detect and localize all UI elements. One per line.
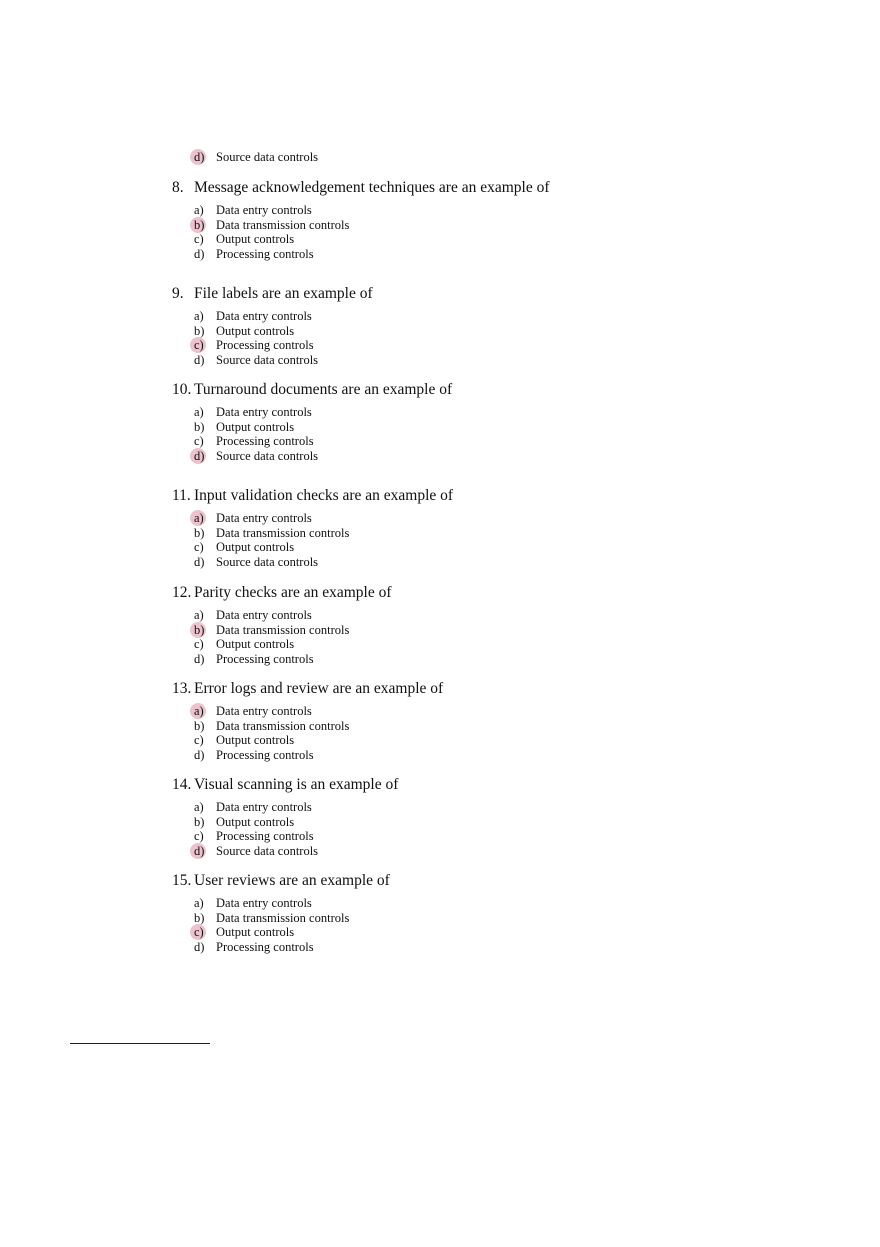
option-letter: b) [194, 718, 205, 733]
question-stem [172, 178, 550, 198]
question-stem [172, 583, 392, 603]
option-letter: b) [194, 814, 205, 829]
question-stem [172, 380, 452, 400]
question-9 [172, 284, 373, 367]
option-list [194, 309, 373, 367]
option-letter: d) [194, 554, 205, 569]
option-list [194, 896, 390, 954]
option-letter: b) [194, 218, 216, 233]
option-text: Output controls [216, 419, 295, 434]
option-text: Output controls [216, 925, 295, 939]
option-letter: d) [194, 844, 216, 859]
option-text: Processing controls [216, 338, 314, 352]
question-stem [172, 679, 443, 699]
question-text: User reviews are an example of [194, 872, 390, 889]
question-15 [172, 871, 390, 954]
footnote-divider [70, 1043, 210, 1044]
option-letter: a) [194, 405, 204, 419]
option-letter: b) [194, 323, 205, 338]
option-letter: c) [194, 925, 216, 940]
question-number: 8. [172, 179, 184, 196]
option-text: Source data controls [216, 843, 319, 858]
question-11 [172, 486, 453, 569]
question-text: Error logs and review are an example of [194, 680, 444, 697]
option-item [194, 449, 452, 464]
question-number: 9. [172, 285, 184, 302]
question-text: Parity checks are an example of [194, 584, 392, 601]
option-item [194, 637, 392, 652]
option-letter: b) [194, 623, 216, 638]
option-item [194, 150, 318, 165]
option-text: Source data controls [216, 150, 319, 164]
option-item [194, 844, 398, 859]
option-list [194, 511, 453, 569]
option-item [194, 353, 373, 368]
option-letter: c) [194, 733, 204, 747]
option-text: Output controls [216, 540, 295, 554]
option-letter: a) [194, 309, 204, 323]
option-text: Processing controls [216, 651, 314, 666]
option-text: Processing controls [216, 829, 314, 843]
option-letter: d) [194, 651, 205, 666]
option-letter: d) [194, 352, 205, 367]
option-letter: d) [194, 246, 205, 261]
option-item [194, 623, 392, 638]
option-text: Data entry controls [216, 309, 312, 323]
option-text: Data entry controls [216, 405, 312, 419]
option-text: Data entry controls [216, 704, 312, 718]
carryover-option [194, 150, 318, 165]
option-letter: a) [194, 896, 204, 910]
option-text: Processing controls [216, 939, 314, 954]
question-number: 14. [172, 776, 192, 793]
option-letter: a) [194, 203, 204, 217]
option-item [194, 652, 392, 667]
option-text: Source data controls [216, 352, 319, 367]
option-letter: c) [194, 540, 204, 554]
question-stem [172, 871, 390, 891]
option-letter: d) [194, 449, 216, 464]
option-text: Data transmission controls [216, 718, 350, 733]
option-letter: b) [194, 419, 205, 434]
question-text: Turnaround documents are an example of [194, 381, 453, 398]
option-text: Data entry controls [216, 608, 312, 622]
option-text: Output controls [216, 637, 295, 651]
option-text: Data transmission controls [216, 622, 350, 637]
option-item [194, 232, 550, 247]
option-item [194, 247, 550, 262]
question-text: Input validation checks are an example of [194, 487, 454, 504]
question-stem [172, 486, 453, 506]
option-item [194, 748, 443, 763]
option-item [194, 940, 390, 955]
option-item [194, 511, 453, 526]
option-item [194, 434, 452, 449]
option-item [194, 800, 398, 815]
option-list [194, 800, 398, 858]
question-stem [172, 775, 398, 795]
question-12 [172, 583, 392, 666]
option-item [194, 405, 452, 420]
question-10 [172, 380, 452, 463]
option-list [194, 203, 550, 261]
option-text: Data transmission controls [216, 525, 350, 540]
option-item [194, 324, 373, 339]
option-item [194, 733, 443, 748]
option-text: Output controls [216, 323, 295, 338]
option-item [194, 555, 453, 570]
option-letter: c) [194, 434, 204, 448]
option-letter: a) [194, 608, 204, 622]
question-stem [172, 284, 373, 304]
option-item [194, 420, 452, 435]
option-list [194, 608, 392, 666]
option-item [194, 815, 398, 830]
option-text: Output controls [216, 232, 295, 246]
option-text: Output controls [216, 733, 295, 747]
option-text: Data transmission controls [216, 217, 350, 232]
option-item [194, 896, 390, 911]
option-item [194, 540, 453, 555]
option-text: Data entry controls [216, 203, 312, 217]
option-letter: d) [194, 150, 216, 165]
question-text: Visual scanning is an example of [194, 776, 399, 793]
question-text: File labels are an example of [194, 285, 373, 302]
option-text: Data transmission controls [216, 910, 350, 925]
option-letter: c) [194, 637, 204, 651]
option-letter: a) [194, 704, 216, 719]
option-item [194, 309, 373, 324]
option-letter: c) [194, 829, 204, 843]
question-text: Message acknowledgement techniques are an example of [194, 179, 550, 196]
option-text: Processing controls [216, 434, 314, 448]
option-list [194, 405, 452, 463]
option-text: Data entry controls [216, 800, 312, 814]
question-number: 15. [172, 872, 192, 889]
option-letter: d) [194, 747, 205, 762]
option-item [194, 338, 373, 353]
option-item [194, 203, 550, 218]
option-text: Output controls [216, 814, 295, 829]
question-number: 11. [172, 487, 191, 504]
question-13 [172, 679, 443, 762]
question-number: 12. [172, 584, 192, 601]
option-letter: c) [194, 232, 204, 246]
option-item [194, 829, 398, 844]
option-text: Source data controls [216, 448, 319, 463]
option-letter: d) [194, 939, 205, 954]
option-letter: c) [194, 338, 216, 353]
question-14 [172, 775, 398, 858]
option-item [194, 911, 390, 926]
option-text: Source data controls [216, 554, 319, 569]
option-item [194, 719, 443, 734]
option-item [194, 218, 550, 233]
option-letter: b) [194, 910, 205, 925]
option-list [194, 704, 443, 762]
option-letter: a) [194, 800, 204, 814]
question-number: 10. [172, 381, 192, 398]
option-item [194, 526, 453, 541]
option-letter: b) [194, 525, 205, 540]
option-item [194, 608, 392, 623]
option-item [194, 925, 390, 940]
option-text: Data entry controls [216, 511, 312, 525]
question-number: 13. [172, 680, 192, 697]
option-text: Data entry controls [216, 896, 312, 910]
option-text: Processing controls [216, 246, 314, 261]
option-text: Processing controls [216, 747, 314, 762]
question-8 [172, 178, 550, 261]
option-letter: a) [194, 511, 216, 526]
option-item [194, 704, 443, 719]
